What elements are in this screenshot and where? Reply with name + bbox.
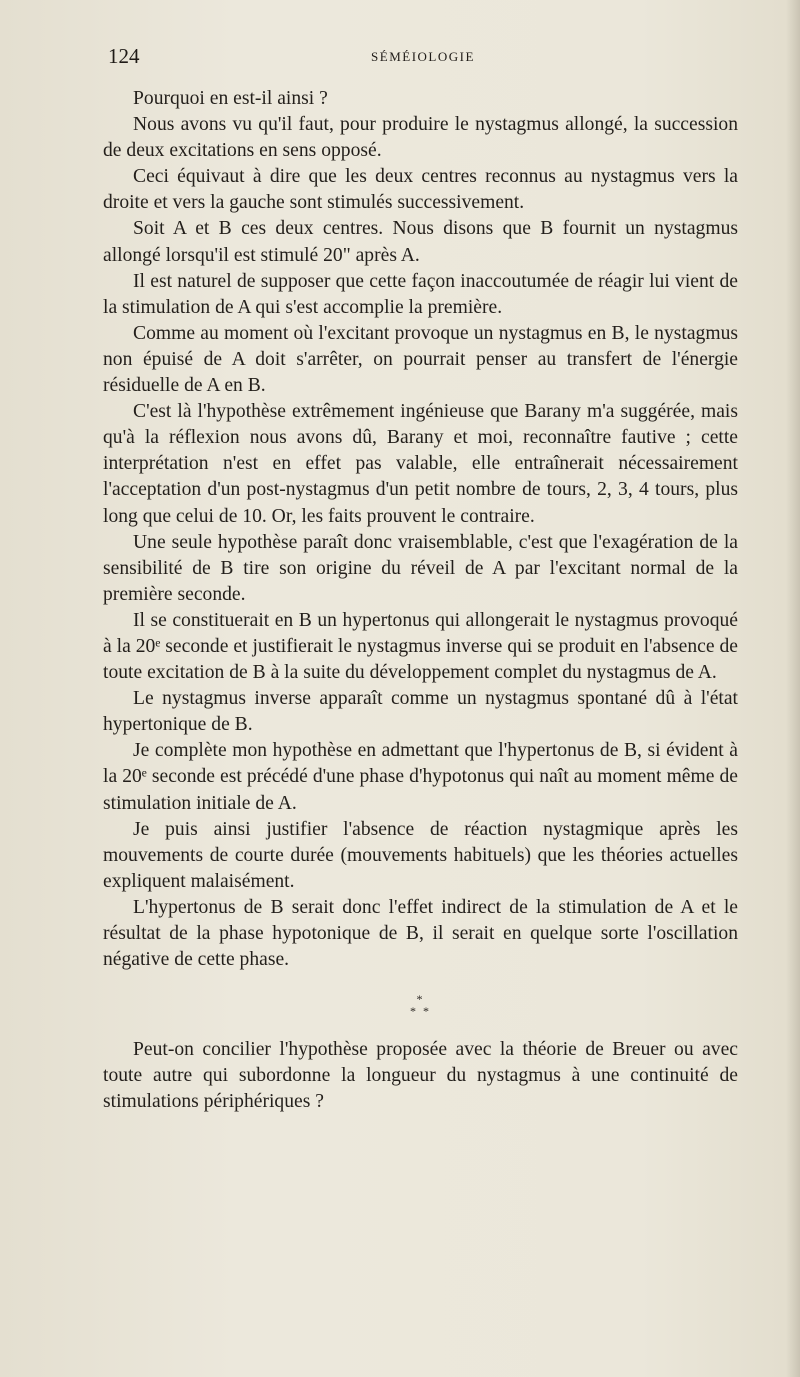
body-text bbox=[103, 86, 738, 1115]
paragraph: L'hypertonus de B serait donc l'effet indirect de la stimulation de A et le résultat de la phase hypotonique de B, il serait en quelque sorte l'oscillation négative de cette phase. bbox=[103, 896, 738, 971]
paragraph: Je complète mon hypothèse en admettant que l'hypertonus de B, si évident à la 20ᵉ seconde est précédé d'une phase d'hypotonus qui naît au moment même de stimulation initiale de A. bbox=[103, 740, 738, 814]
closing-paragraph: Peut-on concilier l'hypothèse proposée avec la théorie de Breuer ou avec toute autre qui subordonne la longueur du nystagmus à une continuité de stimulations périphériques ? bbox=[103, 1039, 738, 1113]
page-header bbox=[108, 44, 738, 74]
paragraph: Il est naturel de supposer que cette façon inaccoutumée de réagir lui vient de la stimulation de A qui s'est accomplie la première. bbox=[103, 270, 738, 318]
paragraph: Le nystagmus inverse apparaît comme un nystagmus spontané dû à l'état hypertonique de B. bbox=[103, 688, 738, 736]
page-number: 124 bbox=[108, 44, 140, 68]
running-head: SÉMÉIOLOGIE bbox=[371, 49, 475, 64]
paragraph: C'est là l'hypothèse extrêmement ingénieuse que Barany m'a suggérée, mais qu'à la réflexion nous avons dû, Barany et moi, reconnaître fautive ; cette interprétation n'est en effet pas valable, elle entraînerait nécessairement l'acceptation d'un post-nystagmus d'un petit nombre de tours, 2, 3, 4 tours, plus long que celui de 10. Or, les faits prouvent le contraire. bbox=[103, 401, 738, 527]
paragraph: Une seule hypothèse paraît donc vraisemblable, c'est que l'exagération de la sensibilité de B tire son origine du réveil de A par l'excitant normal de la première seconde. bbox=[103, 531, 738, 605]
paragraph: Comme au moment où l'excitant provoque un nystagmus en B, le nystagmus non épuisé de A doit s'arrêter, on pourrait penser au transfert de l'énergie résiduelle de A en B. bbox=[103, 322, 738, 397]
page-edge-shadow bbox=[786, 0, 800, 1377]
section-asterism bbox=[103, 993, 738, 1017]
paragraph: Je puis ainsi justifier l'absence de réaction nystagmique après les mouvements de courte durée (mouvements habituels) que les théories actuelles expliquent malaisément. bbox=[103, 818, 738, 892]
paragraph: Ceci équivaut à dire que les deux centres reconnus au nystagmus vers la droite et vers la gauche sont stimulés successivement. bbox=[103, 166, 738, 214]
paragraph: Il se constituerait en B un hypertonus qui allongerait le nystagmus provoqué à la 20ᵉ seconde et justifierait le nystagmus inverse qui se produit en l'absence de toute excitation de B à la suite du développement complet du nystagmus de A. bbox=[103, 609, 738, 684]
paragraph: Soit A et B ces deux centres. Nous disons que B fournit un nystagmus allongé lorsqu'il est stimulé 20" après A. bbox=[103, 218, 738, 266]
asterism-bottom: * * bbox=[410, 1004, 431, 1019]
paragraph: Pourquoi en est-il ainsi ? bbox=[133, 88, 328, 109]
paragraph: Nous avons vu qu'il faut, pour produire le nystagmus allongé, la succession de deux excitations en sens opposé. bbox=[103, 114, 738, 162]
asterism-top: * bbox=[416, 992, 425, 1007]
